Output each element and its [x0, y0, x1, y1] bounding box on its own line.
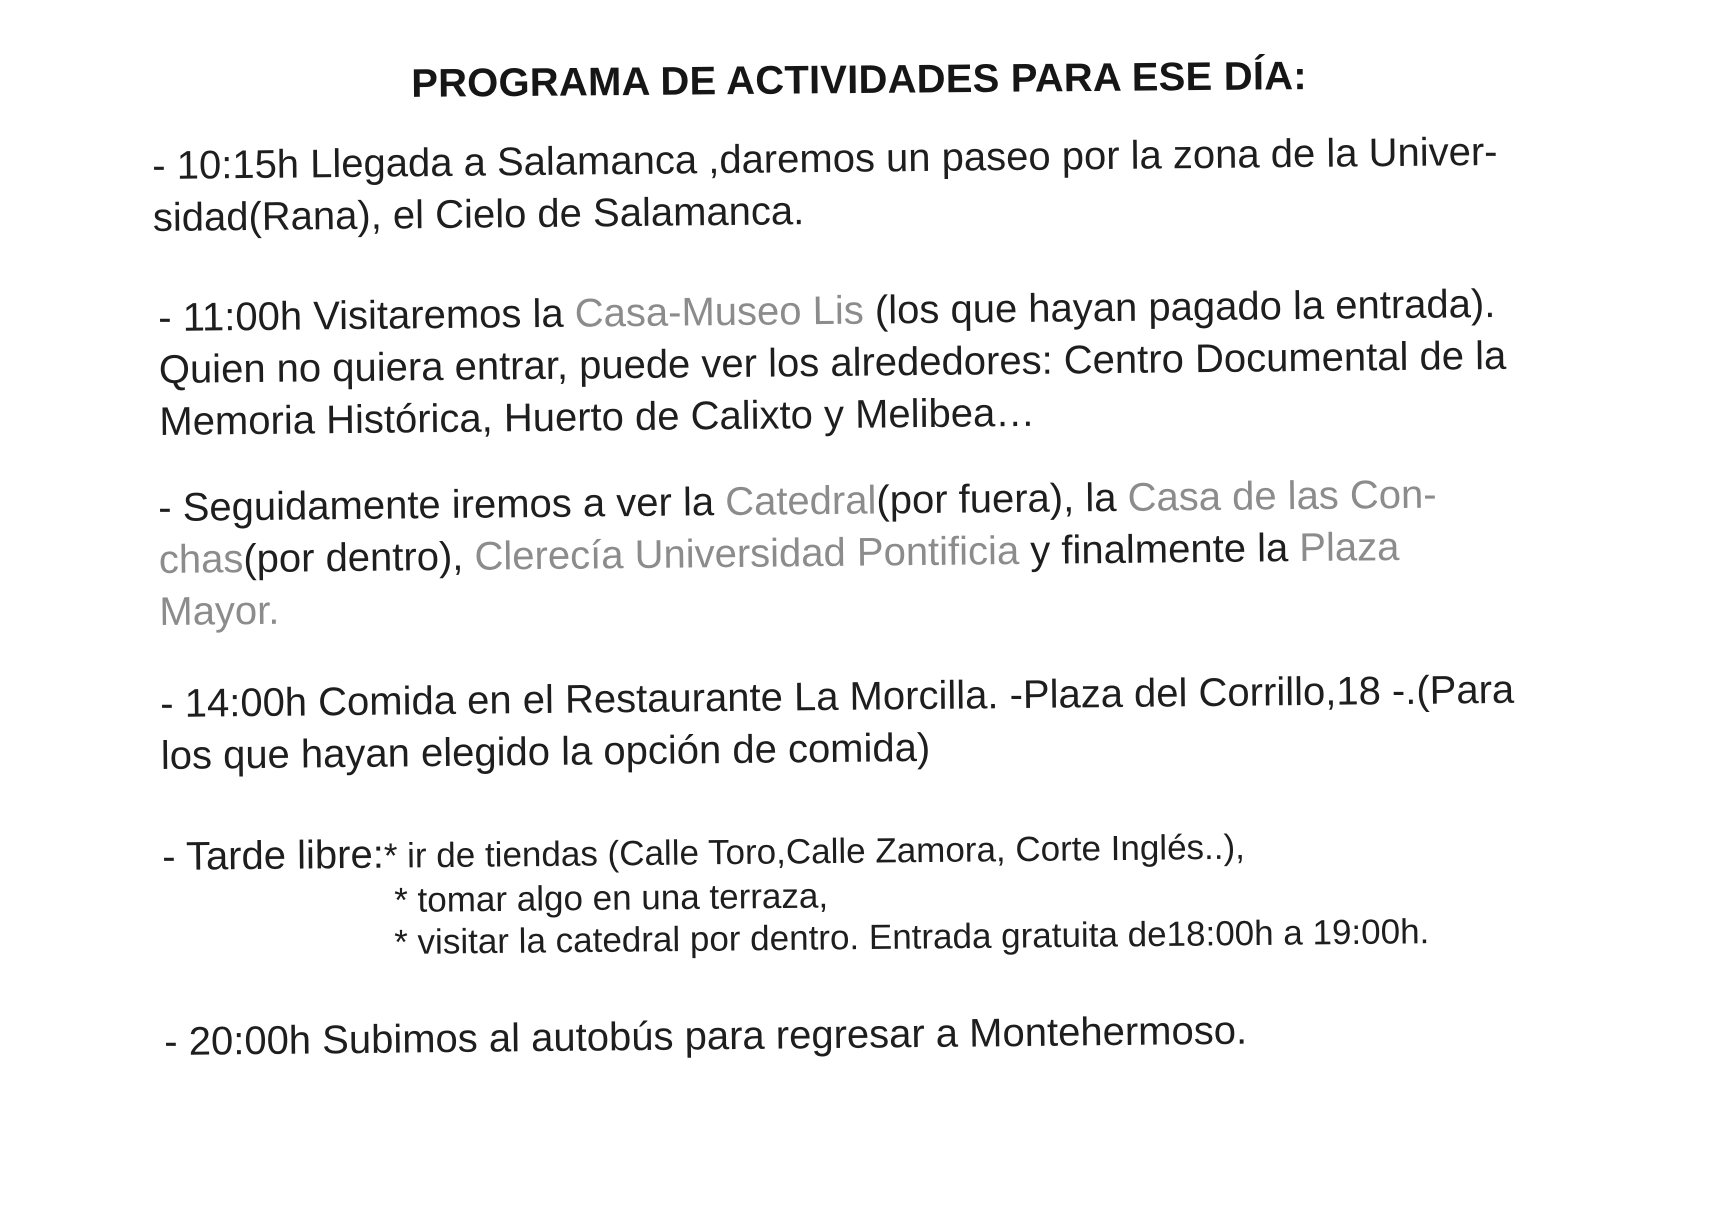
activity-lunch [160, 663, 1581, 782]
activity-tour-mid1: (por fuera), la [876, 475, 1128, 523]
activity-tour-prefix: - Seguidamente iremos a ver la [158, 480, 726, 530]
free-afternoon-option2: * tomar algo en una terraza, [394, 876, 829, 920]
clerecia-link[interactable]: Clerecía Universidad Pontificia [474, 528, 1020, 579]
free-afternoon-option3: * visitar la catedral por dentro. Entrada gratuita de18:00h a 19:00h. [394, 912, 1430, 962]
activity-return [164, 1001, 1584, 1068]
activity-museum-line2: Quien no quiera entrar, puede ver los alrededores: Centro Documental de la [158, 333, 1507, 392]
free-afternoon-label: - Tarde libre: [161, 832, 385, 879]
activity-lunch-line2: los que hayan elegido la opción de comida) [160, 725, 931, 778]
document-title: PROGRAMA DE ACTIVIDADES PARA ESE DÍA: [411, 54, 1307, 106]
activity-museum-prefix: - 11:00h Visitaremos la [158, 291, 575, 340]
activity-lunch-line1: - 14:00h Comida en el Restaurante La Morcilla. -Plaza del Corrillo,18 -.(Para [160, 667, 1515, 726]
activity-museum-visit [158, 277, 1580, 448]
activity-city-tour [158, 467, 1580, 638]
activity-museum-suffix: (los que hayan pagado la entrada). [863, 281, 1496, 333]
activity-arrival [152, 125, 1573, 244]
activity-museum-line3: Memoria Histórica, Huerto de Calixto y Melibea… [159, 390, 1036, 444]
activity-free-afternoon [162, 825, 1245, 880]
plaza-mayor-link-part2[interactable]: Mayor. [159, 588, 280, 634]
plaza-mayor-link-part1[interactable]: Plaza [1299, 525, 1400, 571]
activity-tour-mid3: y finalmente la [1018, 526, 1300, 573]
casa-museo-lis-link[interactable]: Casa-Museo Lis [574, 288, 864, 336]
activity-arrival-line1: - 10:15h Llegada a Salamanca ,daremos un paseo por la zona de la Univer- [152, 129, 1498, 188]
casa-conchas-link-part1[interactable]: Casa de las Con- [1127, 472, 1437, 520]
activity-tour-mid2: (por dentro), [243, 534, 475, 582]
activity-return-line1: - 20:00h Subimos al autobús para regresar a Montehermoso. [164, 1008, 1248, 1064]
casa-conchas-link-part2[interactable]: chas [158, 537, 244, 582]
activity-arrival-line2: sidad(Rana), el Cielo de Salamanca. [152, 189, 805, 240]
free-afternoon-option1: * ir de tiendas (Calle Toro,Calle Zamora, Corte Inglés..), [383, 827, 1246, 876]
catedral-link[interactable]: Catedral [724, 478, 877, 525]
